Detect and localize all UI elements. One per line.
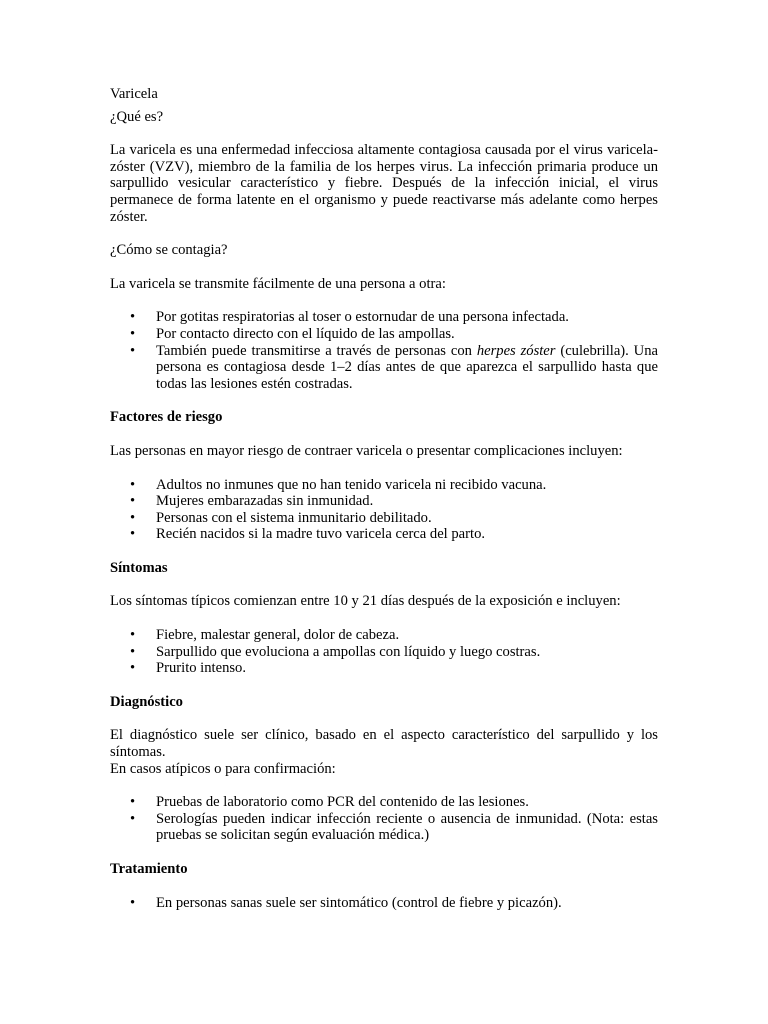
list-item: • En personas sanas suele ser sintomático (control de fiebre y picazón). <box>130 894 562 911</box>
paragraph-contagion-intro: La varicela se transmite fácilmente de una persona a otra: <box>110 275 446 292</box>
italic-term: herpes zóster <box>476 342 556 359</box>
list-item: • Por contacto directo con el líquido de las ampollas. <box>130 325 455 342</box>
section-heading-treatment: Tratamiento <box>110 861 188 877</box>
section-heading-diagnosis: Diagnóstico <box>110 693 183 710</box>
list-item: • Personas con el sistema inmunitario debilitado. <box>130 509 432 526</box>
list-item: • Prurito intenso. <box>130 660 246 677</box>
paragraph-risk-intro: Las personas en mayor riesgo de contraer varicela o presentar complicaciones incluyen: <box>110 442 623 459</box>
bullet-icon: • <box>130 493 136 510</box>
paragraph-diagnosis-2: En casos atípicos o para confirmación: <box>110 760 336 777</box>
bullet-icon: • <box>130 476 136 493</box>
bullet-icon: • <box>130 509 136 526</box>
paragraph-what: La varicela es una enfermedad infecciosa altamente contagiosa causada por el virus varicela-zóster (VZV), miembro de la familia de los herpes virus. La infección primaria produce un sarpullido vesicular característico y fiebre. Después de la infección inicial, el virus permanece de forma latente en el organismo y puede reactivarse más adelante como herpes zóster. <box>110 142 658 225</box>
list-item: • Sarpullido que evoluciona a ampollas con líquido y luego costras. <box>130 643 541 660</box>
document-page <box>110 86 658 911</box>
bullet-icon: • <box>130 810 136 827</box>
list-item: • Mujeres embarazadas sin inmunidad. <box>130 493 374 510</box>
bullet-icon: • <box>130 526 136 543</box>
bullet-icon: • <box>130 627 136 644</box>
bullet-icon: • <box>130 325 136 342</box>
paragraph-symptoms-intro: Los síntomas típicos comienzan entre 10 y 21 días después de la exposición e incluyen: <box>110 593 621 610</box>
list-item: • También puede transmitirse a través de personas con herpes zóster (culebrilla). Una persona es contagiosa desde 1–2 días antes de que aparezca el sarpullido hasta que todas las lesiones estén costradas. <box>130 342 658 392</box>
list-risk <box>110 477 658 543</box>
list-item: • Adultos no inmunes que no han tenido varicela ni recibido vacuna. <box>130 476 547 493</box>
list-symptoms <box>110 627 658 677</box>
bullet-icon: • <box>130 660 136 677</box>
document-title: Varicela <box>110 86 158 102</box>
list-item: • Pruebas de laboratorio como PCR del contenido de las lesiones. <box>130 794 529 811</box>
paragraph-diagnosis: El diagnóstico suele ser clínico, basado en el aspecto característico del sarpullido y los síntomas. <box>110 727 658 761</box>
list-treatment <box>110 895 658 912</box>
list-item: • Por gotitas respiratorias al toser o estornudar de una persona infectada. <box>130 309 569 326</box>
section-heading-symptoms: Síntomas <box>110 559 168 576</box>
section-heading-what: ¿Qué es? <box>110 108 164 125</box>
bullet-icon: • <box>130 794 136 811</box>
bullet-icon: • <box>130 643 136 660</box>
list-item: • Fiebre, malestar general, dolor de cabeza. <box>130 627 400 644</box>
list-contagion <box>110 309 658 392</box>
list-item: • Serologías pueden indicar infección reciente o ausencia de inmunidad. (Nota: estas pruebas se solicitan según evaluación médica.) <box>130 810 658 844</box>
list-diagnosis <box>110 794 658 844</box>
list-item: • Recién nacidos si la madre tuvo varicela cerca del parto. <box>130 526 486 543</box>
section-heading-contagion: ¿Cómo se contagia? <box>110 242 228 259</box>
bullet-icon: • <box>130 342 136 359</box>
section-heading-risk: Factores de riesgo <box>110 409 223 426</box>
bullet-icon: • <box>130 894 136 911</box>
bullet-icon: • <box>130 309 136 326</box>
